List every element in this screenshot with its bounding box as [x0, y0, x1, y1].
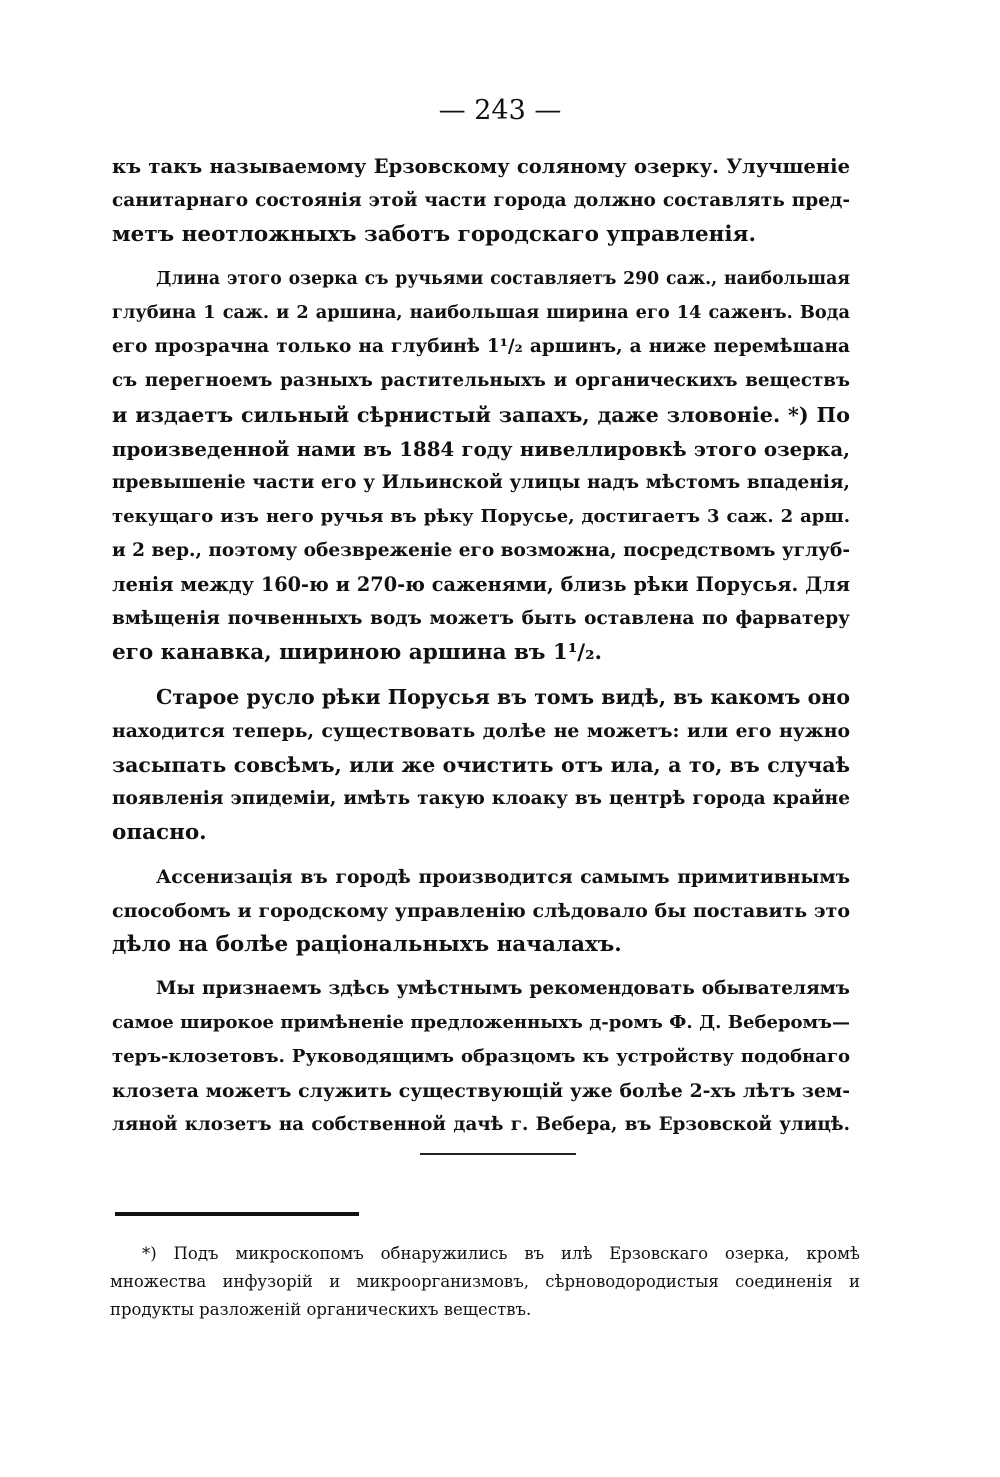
text-line: Длина этого озерка съ ручьями составляетъ 290 саж., наибольшая: [156, 269, 850, 289]
section-end-rule: [420, 1153, 576, 1155]
page-number: — 243 —: [438, 95, 562, 126]
footnote: [110, 1240, 860, 1324]
text-line: Ассенизація въ городѣ производится самымъ примитивнымъ: [156, 866, 850, 888]
body-text: [112, 150, 850, 1152]
text-line: его прозрачна только на глубинѣ 1¹/₂ аршинъ, а ниже перемѣшана: [112, 336, 850, 357]
text-line: глубина 1 саж. и 2 аршина, наибольшая ширина его 14 саженъ. Вода: [112, 302, 850, 323]
paragraph-1: [112, 150, 850, 252]
footnote-line: продукты разложеній органическихъ веществъ.: [110, 1300, 532, 1319]
text-line: текущаго изъ него ручья въ рѣку Порусье, достигаетъ 3 саж. 2 арш.: [112, 506, 850, 527]
paragraph-5: [112, 972, 850, 1142]
text-line: его канавка, шириною аршина въ 1¹/₂.: [112, 640, 603, 665]
text-line: самое широкое примѣненіе предложенныхъ д-ромъ Ф. Д. Веберомъ—: [112, 1012, 850, 1033]
text-line: къ такъ называемому Ерзовскому соляному озерку. Улучшеніе: [112, 155, 850, 178]
paragraph-3: [112, 680, 850, 850]
text-line: съ перегноемъ разныхъ растительныхъ и органическихъ веществъ: [112, 370, 850, 391]
text-line: появленія эпидеміи, имѣть такую клоаку въ центрѣ города крайне: [112, 788, 850, 809]
text-line: превышеніе части его у Ильинской улицы надъ мѣстомъ впаденія,: [112, 472, 850, 493]
text-line: способомъ и городскому управленію слѣдовало бы поставить это: [112, 900, 850, 922]
text-line: ленія между 160-ю и 270-ю саженями, близь рѣки Порусья. Для: [112, 573, 850, 596]
text-line: засыпать совсѣмъ, или же очистить отъ ила, а то, въ случаѣ: [112, 753, 850, 777]
footnote-separator-rule: [115, 1212, 359, 1216]
text-line: Старое русло рѣки Порусья въ томъ видѣ, въ какомъ оно: [156, 685, 850, 709]
text-line: теръ-клозетовъ. Руководящимъ образцомъ къ устройству подобнаго: [112, 1046, 850, 1067]
text-line: и издаетъ сильный сѣрнистый запахъ, даже зловоніе. *) По: [112, 403, 850, 427]
footnote-line: *) Подъ микроскопомъ обнаружились въ илѣ Ерзовскаго озерка, кромѣ: [142, 1244, 860, 1263]
text-line: находится теперь, существовать долѣе не можетъ: или его нужно: [112, 720, 850, 742]
footnote-line: множества инфузорій и микроорганизмовъ, сѣрноводородистыя соединенія и: [110, 1272, 860, 1291]
text-line: произведенной нами въ 1884 году нивеллировкѣ этого озерка,: [112, 437, 850, 461]
paragraph-4: [112, 860, 850, 962]
text-line: метъ неотложныхъ заботъ городскаго управленія.: [112, 222, 756, 247]
text-line: Мы признаемъ здѣсь умѣстнымъ рекомендовать обывателямъ: [156, 978, 850, 999]
text-line: вмѣщенія почвенныхъ водъ можетъ быть оставлена по фарватеру: [112, 608, 850, 629]
paragraph-2: [112, 262, 850, 670]
text-line: дѣло на болѣе раціональныхъ началахъ.: [112, 932, 622, 957]
text-line: ляной клозетъ на собственной дачѣ г. Вебера, въ Ерзовской улицѣ.: [112, 1114, 850, 1135]
text-line: и 2 вер., поэтому обезвреженіе его возможна, посредствомъ углуб-: [112, 540, 850, 561]
text-line: санитарнаго состоянія этой части города должно составлять пред-: [112, 190, 850, 211]
text-line: опасно.: [112, 820, 207, 845]
text-line: клозета можетъ служить существующій уже болѣе 2-хъ лѣтъ зем-: [112, 1080, 850, 1102]
